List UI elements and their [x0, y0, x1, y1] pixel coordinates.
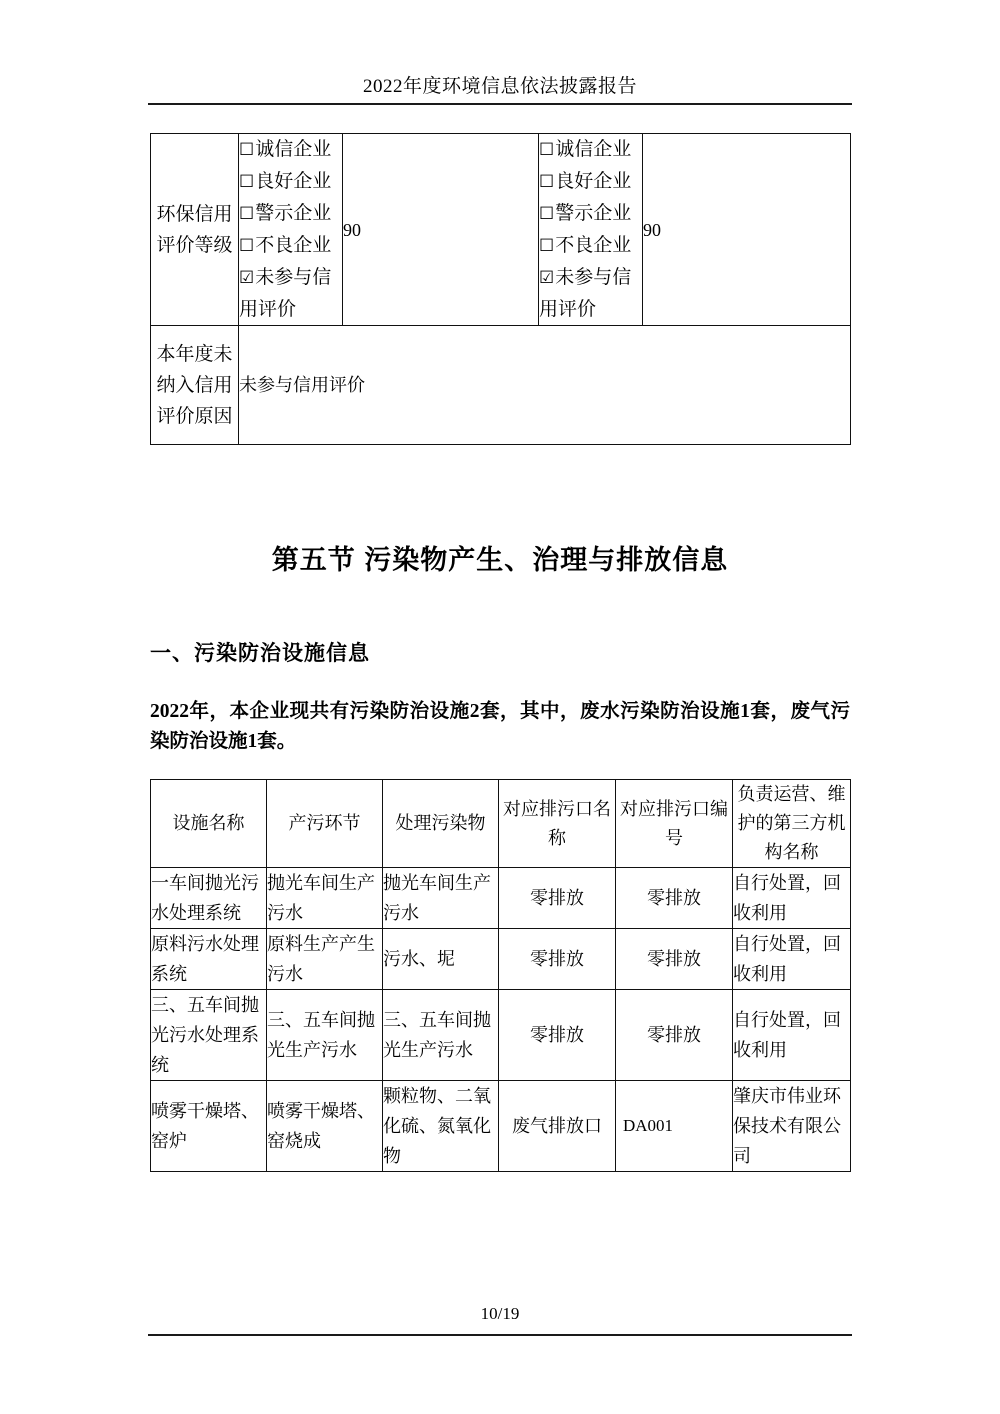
table-row	[151, 990, 851, 1081]
subsection-title: 一、污染防治设施信息	[150, 642, 370, 665]
cell-outlet-code: 零排放	[616, 868, 733, 929]
credit-option-buliang-left[interactable]	[239, 230, 342, 262]
cell-production-stage: 三、五车间抛光生产污水	[267, 990, 383, 1081]
checkbox-unchecked-icon[interactable]: ☐	[239, 236, 255, 256]
cell-facility-name: 喷雾干燥塔、窑炉	[151, 1081, 267, 1172]
checkbox-unchecked-icon[interactable]: ☐	[239, 204, 255, 224]
cell-outlet-name: 废气排放口	[499, 1081, 616, 1172]
table-row	[151, 929, 851, 990]
running-header-title: 2022年度环境信息依法披露报告	[362, 76, 637, 97]
cell-outlet-code: 零排放	[616, 929, 733, 990]
column-header-outlet-name: 对应排污口名称	[499, 780, 616, 868]
checkbox-unchecked-icon[interactable]: ☐	[239, 140, 255, 160]
cell-production-stage: 原料生产产生污水	[267, 929, 383, 990]
cell-treated-pollutant: 抛光车间生产污水	[383, 868, 499, 929]
checkbox-unchecked-icon[interactable]: ☐	[539, 236, 555, 256]
section-paragraph: 2022年，本企业现共有污染防治设施2套，其中，废水污染防治设施1套，废气污染防治设施1套。	[150, 701, 850, 752]
cell-facility-name: 原料污水处理系统	[151, 929, 267, 990]
checkbox-unchecked-icon[interactable]: ☐	[239, 172, 255, 192]
credit-option-lianghao-right[interactable]	[539, 166, 642, 198]
cell-facility-name: 三、五车间抛光污水处理系统	[151, 990, 267, 1081]
section-title: 第五节 污染物产生、治理与排放信息	[271, 545, 729, 575]
credit-option-label: 不良企业	[255, 235, 332, 256]
checkbox-unchecked-icon[interactable]: ☐	[539, 140, 555, 160]
cell-outlet-name: 零排放	[499, 990, 616, 1081]
credit-option-weicanyu-right[interactable]	[539, 262, 642, 325]
column-header-third-party-operator: 负责运营、维护的第三方机构名称	[733, 780, 851, 868]
cell-treated-pollutant: 三、五车间抛光生产污水	[383, 990, 499, 1081]
environmental-credit-rating-table	[150, 133, 851, 445]
column-header-production-stage: 产污环节	[267, 780, 383, 868]
checkbox-unchecked-icon[interactable]: ☐	[539, 204, 555, 224]
credit-option-list-right	[539, 134, 643, 326]
credit-option-list-left	[239, 134, 343, 326]
credit-exclusion-reason-label: 本年度未纳入信用评价原因	[151, 326, 239, 445]
cell-outlet-code: 零排放	[616, 990, 733, 1081]
credit-exclusion-reason-value: 未参与信用评价	[239, 326, 851, 445]
table-row	[151, 134, 851, 326]
credit-option-label: 警示企业	[555, 203, 632, 224]
credit-option-label: 良好企业	[555, 171, 632, 192]
credit-option-label: 良好企业	[255, 171, 332, 192]
cell-production-stage: 抛光车间生产污水	[267, 868, 383, 929]
credit-option-lianghao-left[interactable]	[239, 166, 342, 198]
pollution-control-facility-table	[150, 779, 851, 1172]
cell-production-stage: 喷雾干燥塔、窑烧成	[267, 1081, 383, 1172]
checkbox-checked-icon[interactable]: ☑	[239, 268, 255, 288]
credit-option-jingshi-left[interactable]	[239, 198, 342, 230]
footer-divider	[148, 1334, 852, 1336]
cell-treated-pollutant: 颗粒物、二氧化硫、氮氧化物	[383, 1081, 499, 1172]
page-content	[150, 133, 850, 1172]
credit-option-label: 诚信企业	[555, 139, 632, 160]
cell-treated-pollutant: 污水、坭	[383, 929, 499, 990]
header-divider	[148, 103, 852, 105]
credit-option-chengxin-left[interactable]	[239, 134, 342, 166]
credit-option-label: 未参与信用评价	[539, 267, 632, 320]
column-header-facility-name: 设施名称	[151, 780, 267, 868]
cell-third-party-operator: 自行处置，回收利用	[733, 929, 851, 990]
table-row	[151, 868, 851, 929]
credit-option-chengxin-right[interactable]	[539, 134, 642, 166]
page-number: 10/19	[480, 1304, 520, 1323]
checkbox-unchecked-icon[interactable]: ☐	[539, 172, 555, 192]
column-header-treated-pollutant: 处理污染物	[383, 780, 499, 868]
cell-third-party-operator: 肇庆市伟业环保技术有限公司	[733, 1081, 851, 1172]
checkbox-checked-icon[interactable]: ☑	[539, 268, 555, 288]
credit-option-label: 未参与信用评价	[239, 267, 332, 320]
credit-option-label: 诚信企业	[255, 139, 332, 160]
cell-outlet-name: 零排放	[499, 929, 616, 990]
credit-option-buliang-right[interactable]	[539, 230, 642, 262]
credit-option-weicanyu-left[interactable]	[239, 262, 342, 325]
credit-score-right: 90	[643, 134, 851, 326]
credit-option-label: 不良企业	[555, 235, 632, 256]
column-header-outlet-code: 对应排污口编号	[616, 780, 733, 868]
cell-outlet-name: 零排放	[499, 868, 616, 929]
table-header-row	[151, 780, 851, 868]
cell-third-party-operator: 自行处置，回收利用	[733, 868, 851, 929]
credit-score-left: 90	[343, 134, 539, 326]
cell-outlet-code: DA001	[616, 1081, 733, 1172]
credit-option-label: 警示企业	[255, 203, 332, 224]
table-row	[151, 1081, 851, 1172]
table-row	[151, 326, 851, 445]
credit-option-jingshi-right[interactable]	[539, 198, 642, 230]
cell-third-party-operator: 自行处置，回收利用	[733, 990, 851, 1081]
credit-rating-label: 环保信用评价等级	[151, 134, 239, 326]
cell-facility-name: 一车间抛光污水处理系统	[151, 868, 267, 929]
